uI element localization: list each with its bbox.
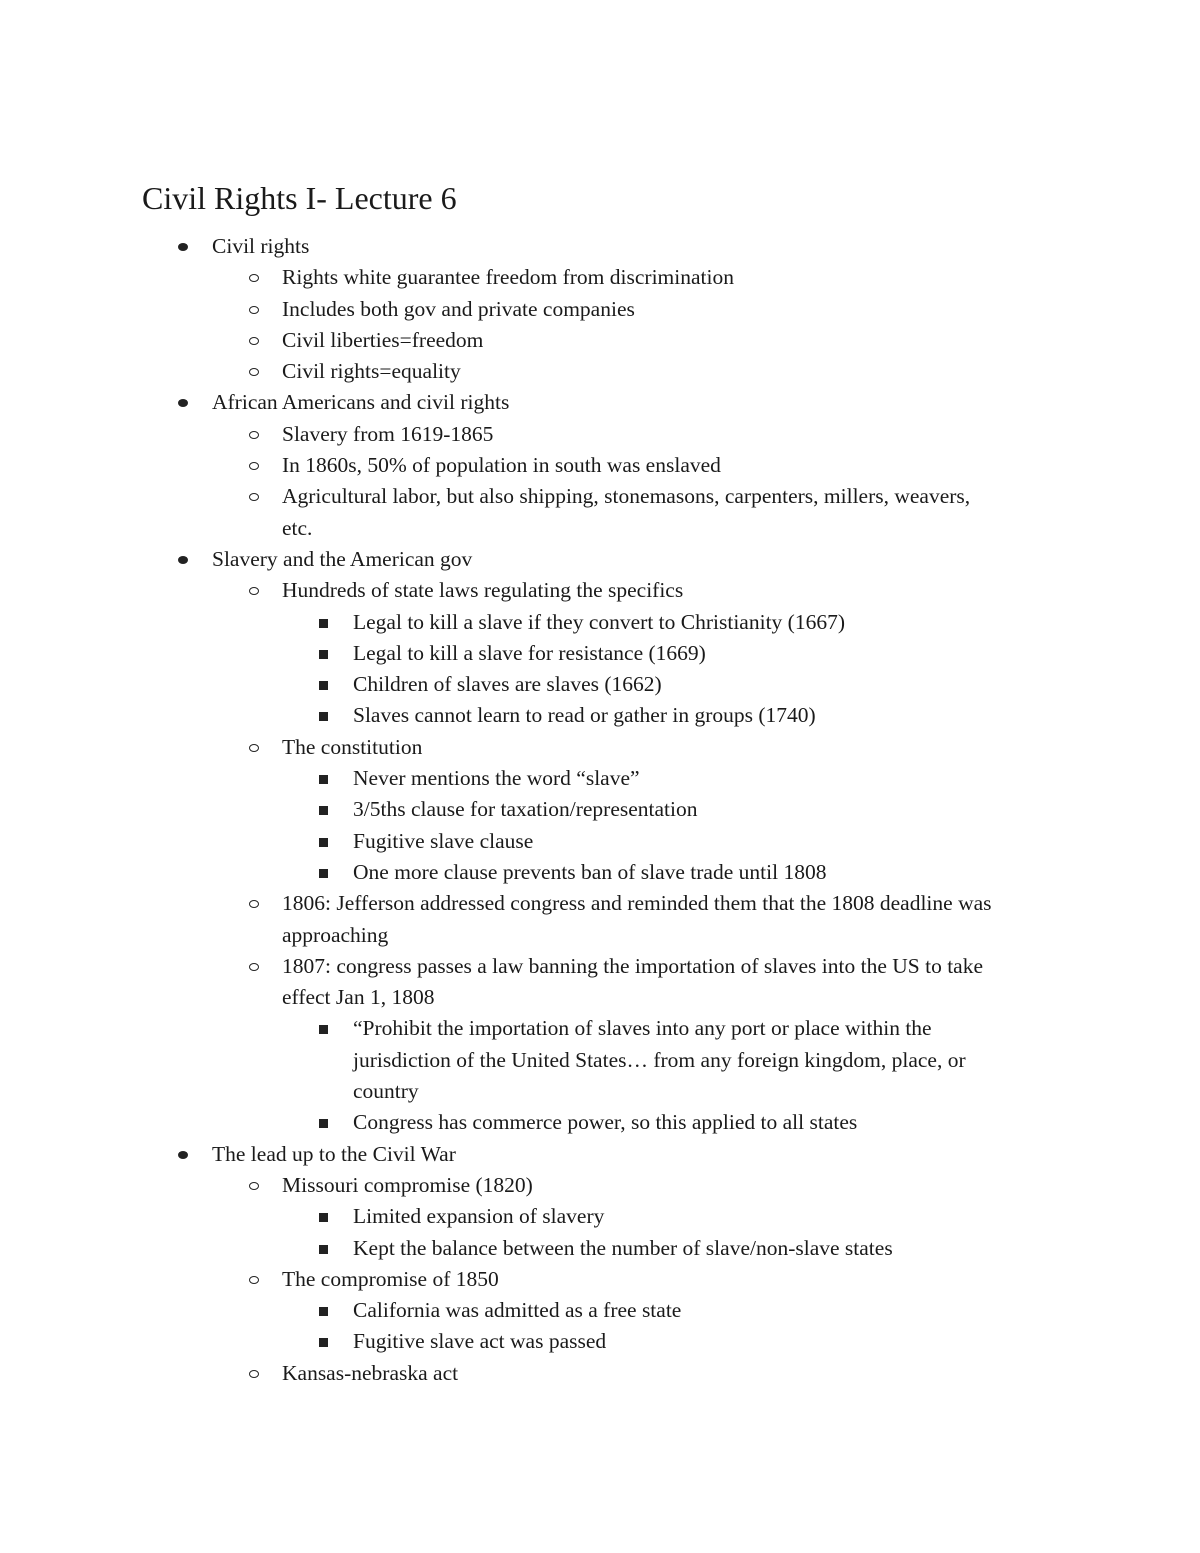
outline-item-text: Legal to kill a slave if they convert to Christianity (1667) — [353, 609, 845, 634]
filled-square-bullet-icon — [319, 1245, 328, 1254]
hollow-circle-bullet-icon — [249, 587, 259, 595]
filled-circle-bullet-icon — [178, 399, 188, 407]
outline-item-level-2 — [0, 732, 1200, 763]
outline-item-text: Limited expansion of slavery — [353, 1204, 605, 1229]
outline-item-text: 1807: congress passes a law banning the importation of slaves into the US to take — [282, 953, 984, 978]
outline-item-text: Congress has commerce power, so this applied to all states — [353, 1110, 858, 1135]
filled-square-bullet-icon — [319, 1338, 328, 1347]
outline-item-level-3 — [0, 826, 1200, 857]
outline-item-text: Legal to kill a slave for resistance (1669) — [353, 640, 706, 665]
outline-item-level-2 — [0, 1358, 1200, 1389]
filled-square-bullet-icon — [319, 1213, 328, 1222]
outline-item-text: Includes both gov and private companies — [282, 296, 635, 321]
outline-item-text: Children of slaves are slaves (1662) — [353, 672, 662, 697]
hollow-circle-bullet-icon — [249, 900, 259, 908]
filled-square-bullet-icon — [319, 650, 328, 659]
outline-item-level-3 — [0, 1233, 1200, 1264]
outline-item-level-2 — [0, 325, 1200, 356]
outline-item-text: Civil rights — [212, 234, 310, 258]
outline-item-level-2 — [0, 1264, 1200, 1295]
hollow-circle-bullet-icon — [249, 368, 259, 376]
outline-item-text: Never mentions the word “slave” — [353, 766, 640, 791]
outline-item-text: country — [353, 1079, 419, 1104]
filled-square-bullet-icon — [319, 712, 328, 721]
outline-item-continuation — [0, 1076, 1200, 1107]
outline-item-level-3 — [0, 857, 1200, 888]
outline-item-level-2 — [0, 575, 1200, 606]
filled-square-bullet-icon — [319, 1025, 328, 1034]
outline-item-text: Agricultural labor, but also shipping, stonemasons, carpenters, millers, weavers, — [282, 484, 971, 509]
outline-item-text: Kansas-nebraska act — [282, 1360, 459, 1385]
outline-item-level-3 — [0, 1295, 1200, 1326]
hollow-circle-bullet-icon — [249, 744, 259, 752]
outline-item-level-1 — [0, 387, 1200, 418]
outline-item-text: Slavery from 1619-1865 — [282, 421, 494, 446]
hollow-circle-bullet-icon — [249, 1276, 259, 1284]
outline-item-level-3 — [0, 794, 1200, 825]
filled-square-bullet-icon — [319, 681, 328, 690]
filled-circle-bullet-icon — [178, 243, 188, 251]
hollow-circle-bullet-icon — [249, 462, 259, 470]
hollow-circle-bullet-icon — [249, 1370, 259, 1378]
outline-item-text: The constitution — [282, 734, 423, 759]
filled-square-bullet-icon — [319, 838, 328, 847]
outline-item-text: etc. — [282, 515, 313, 540]
outline-item-level-2 — [0, 951, 1200, 982]
outline-item-text: “Prohibit the importation of slaves into any port or place within the — [353, 1016, 932, 1041]
filled-square-bullet-icon — [319, 619, 328, 628]
outline-item-text: effect Jan 1, 1808 — [282, 985, 435, 1010]
outline-item-level-2 — [0, 294, 1200, 325]
outline-item-text: Rights white guarantee freedom from discrimination — [282, 265, 734, 290]
outline-item-text: Missouri compromise (1820) — [282, 1172, 533, 1197]
outline-item-level-3 — [0, 1107, 1200, 1138]
outline-item-level-1 — [0, 231, 1200, 262]
outline-item-level-3 — [0, 700, 1200, 731]
filled-square-bullet-icon — [319, 1119, 328, 1128]
outline-item-text: In 1860s, 50% of population in south was enslaved — [282, 453, 721, 478]
outline-item-level-3 — [0, 638, 1200, 669]
outline-item-level-3 — [0, 1201, 1200, 1232]
outline-item-level-3 — [0, 763, 1200, 794]
outline-item-level-2 — [0, 888, 1200, 919]
outline-item-level-3 — [0, 607, 1200, 638]
outline-item-text: African Americans and civil rights — [212, 390, 510, 415]
outline-item-text: Slaves cannot learn to read or gather in groups (1740) — [353, 703, 816, 728]
outline-item-text: Kept the balance between the number of slave/non-slave states — [353, 1235, 893, 1260]
outline-item-level-2 — [0, 262, 1200, 293]
outline-item-level-3 — [0, 1013, 1200, 1044]
outline-item-level-2 — [0, 419, 1200, 450]
hollow-circle-bullet-icon — [249, 431, 259, 439]
hollow-circle-bullet-icon — [249, 337, 259, 345]
bulleted-outline — [0, 231, 1200, 1389]
filled-circle-bullet-icon — [178, 556, 188, 564]
outline-item-text: One more clause prevents ban of slave trade until 1808 — [353, 859, 827, 884]
outline-item-level-3 — [0, 669, 1200, 700]
outline-item-level-3 — [0, 1326, 1200, 1357]
hollow-circle-bullet-icon — [249, 963, 259, 971]
outline-item-level-2 — [0, 356, 1200, 387]
filled-circle-bullet-icon — [178, 1151, 188, 1159]
outline-item-text: jurisdiction of the United States… from any foreign kingdom, place, or — [353, 1047, 966, 1072]
outline-item-text: Slavery and the American gov — [212, 546, 473, 571]
filled-square-bullet-icon — [319, 1307, 328, 1316]
hollow-circle-bullet-icon — [249, 493, 259, 501]
outline-item-continuation — [0, 920, 1200, 951]
outline-item-text: Hundreds of state laws regulating the specifics — [282, 578, 684, 603]
outline-item-text: Fugitive slave clause — [353, 828, 534, 853]
filled-square-bullet-icon — [319, 869, 328, 878]
outline-item-level-1 — [0, 544, 1200, 575]
outline-item-text: Fugitive slave act was passed — [353, 1329, 607, 1354]
page-title: Civil Rights I- Lecture 6 — [142, 180, 457, 216]
outline-item-text: California was admitted as a free state — [353, 1298, 682, 1323]
outline-item-text: 1806: Jefferson addressed congress and reminded them that the 1808 deadline was — [282, 891, 992, 916]
hollow-circle-bullet-icon — [249, 1182, 259, 1190]
outline-item-level-2 — [0, 481, 1200, 512]
hollow-circle-bullet-icon — [249, 274, 259, 282]
outline-item-continuation — [0, 982, 1200, 1013]
outline-item-level-2 — [0, 450, 1200, 481]
filled-square-bullet-icon — [319, 775, 328, 784]
outline-item-text: The lead up to the Civil War — [212, 1141, 456, 1166]
outline-item-text: The compromise of 1850 — [282, 1266, 499, 1291]
outline-item-level-1 — [0, 1139, 1200, 1170]
filled-square-bullet-icon — [319, 806, 328, 815]
outline-item-text: Civil liberties=freedom — [282, 327, 484, 352]
outline-item-text: Civil rights=equality — [282, 359, 461, 384]
hollow-circle-bullet-icon — [249, 306, 259, 314]
outline-item-level-2 — [0, 1170, 1200, 1201]
outline-item-continuation — [0, 1045, 1200, 1076]
outline-item-text: 3/5ths clause for taxation/representation — [353, 797, 698, 822]
outline-item-continuation — [0, 513, 1200, 544]
outline-item-text: approaching — [282, 922, 389, 947]
